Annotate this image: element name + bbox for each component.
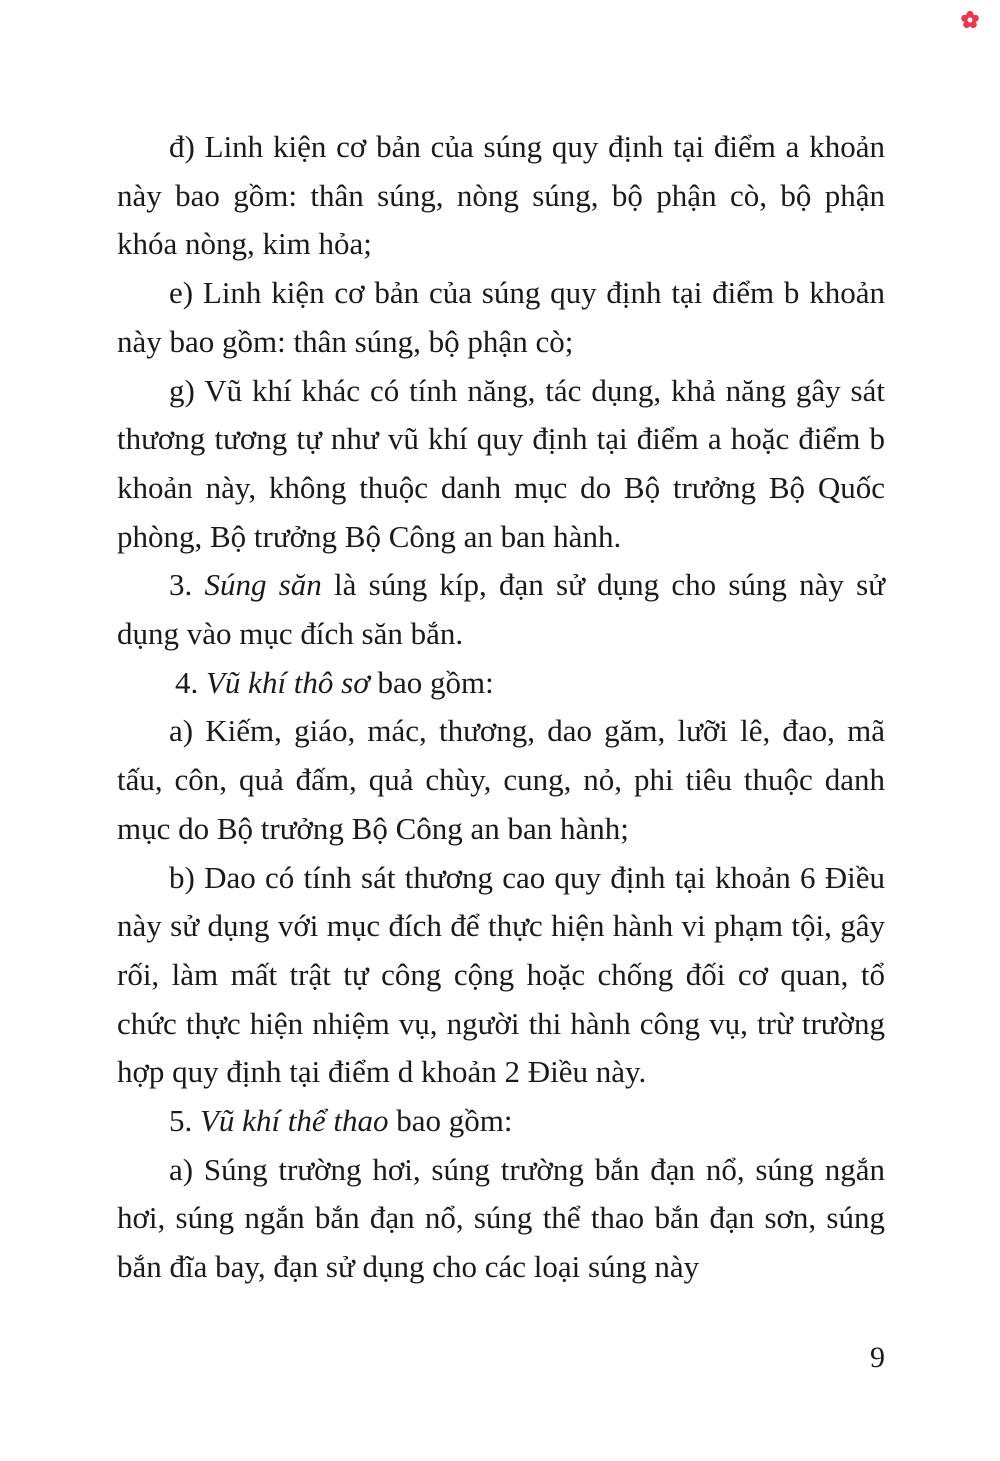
paragraph-4b: b) Dao có tính sát thương cao quy định tại khoản 6 Điều này sử dụng với mục đích để thực hiện hành vi phạm tội, gây rối, làm mất trật tự công cộng hoặc chống đối cơ quan, tổ chức thực hiện nhiệm vụ, người thi hành công vụ, trừ trường hợp quy định tại điểm d khoản 2 Điều này. bbox=[117, 859, 885, 1090]
paragraph-5-sport-weapons bbox=[117, 1097, 885, 1146]
page-number: 9 bbox=[870, 1341, 885, 1374]
paragraph-4-primitive-weapons bbox=[117, 659, 885, 708]
paragraph-3-number: 3. bbox=[169, 567, 205, 603]
paragraph-5-text: bao gồm: bbox=[388, 1103, 513, 1139]
paragraph-4-number: 4. bbox=[175, 664, 206, 700]
paragraph-3-hunting-gun bbox=[117, 561, 885, 658]
paragraph-4a: a) Kiếm, giáo, mác, thương, dao găm, lưỡi lê, đao, mã tấu, côn, quả đấm, quả chùy, cung, nỏ, phi tiêu thuộc danh mục do Bộ trưởng Bộ Công an ban hành; bbox=[117, 713, 885, 846]
paragraph-4-text: bao gồm: bbox=[369, 664, 494, 700]
paragraph-3-text: là súng kíp, đạn sử dụng cho súng này sử dụng vào mục đích săn bắn. bbox=[117, 567, 885, 652]
paragraph-d-bar: đ) Linh kiện cơ bản của súng quy định tại điểm a khoản này bao gồm: thân súng, nòng súng, bộ phận cò, bộ phận khóa nòng, kim hỏa; bbox=[117, 129, 885, 262]
body-text bbox=[117, 123, 885, 1292]
paragraph-4-term: Vũ khí thô sơ bbox=[206, 664, 370, 700]
paragraph-g: g) Vũ khí khác có tính năng, tác dụng, khả năng gây sát thương tương tự như vũ khí quy định tại điểm a hoặc điểm b khoản này, không thuộc danh mục do Bộ trưởng Bộ Quốc phòng, Bộ trưởng Bộ Công an ban hành. bbox=[117, 372, 885, 554]
paragraph-e: e) Linh kiện cơ bản của súng quy định tại điểm b khoản này bao gồm: thân súng, bộ phận cò; bbox=[117, 275, 885, 359]
paragraph-5a: a) Súng trường hơi, súng trường bắn đạn nổ, súng ngắn hơi, súng ngắn bắn đạn nổ, súng thể thao bắn đạn sơn, súng bắn đĩa bay, đạn sử dụng cho các loại súng này bbox=[117, 1151, 885, 1285]
paragraph-5-term: Vũ khí thể thao bbox=[200, 1103, 389, 1139]
paragraph-3-term: Súng săn bbox=[204, 567, 322, 603]
flower-icon bbox=[960, 10, 980, 30]
paragraph-5-number: 5. bbox=[169, 1103, 200, 1139]
